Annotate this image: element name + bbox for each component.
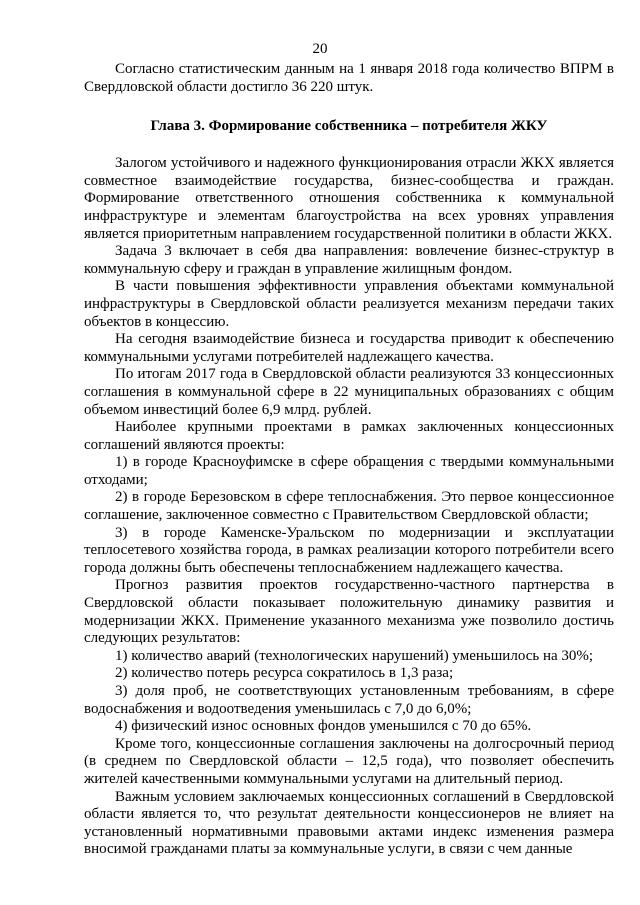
list-item: 1) количество аварий (технологических нарушений) уменьшилось на 30%; bbox=[115, 647, 594, 664]
document-body bbox=[84, 61, 614, 859]
list-item: 4) физический износ основных фондов уменьшился с 70 до 65%. bbox=[115, 718, 532, 735]
paragraph: Кроме того, концессионные соглашения заключены на долгосрочный период (в среднем по Свердловской области – 12,5 года), что позволяет обеспечить жителей качественными коммунальными услугами на длительный период. bbox=[84, 735, 614, 787]
paragraph: Залогом устойчивого и надежного функционирования отрасли ЖКХ является совместное взаимодействие государства, бизнес-сообщества и граждан. Формирование ответственного отношения собственника к коммунальной инфраструктуре и элементам благоустройства на всех уровнях управления является приоритетным направлением государственной политики в области ЖКХ. bbox=[84, 155, 614, 242]
list-item: 1) в городе Красноуфимске в сфере обращения с твердыми коммунальными отходами; bbox=[84, 454, 614, 488]
paragraph: На сегодня взаимодействие бизнеса и государства приводит к обеспечению коммунальными услугами потребителей надлежащего качества. bbox=[84, 331, 614, 365]
paragraph: В части повышения эффективности управления объектами коммунальной инфраструктуры в Свердловской области реализуется механизм передачи таких объектов в концессию. bbox=[84, 278, 614, 330]
paragraph: По итогам 2017 года в Свердловской области реализуются 33 концессионных соглашения в коммунальной сфере в 22 муниципальных образованиях с общим объемом инвестиций более 6,9 млрд. рублей. bbox=[84, 366, 614, 418]
paragraph: Важным условием заключаемых концессионных соглашений в Свердловской области является то, что результат деятельности концессионеров не влияет на установленный нормативными правовыми актами индекс изменения размера вносимой гражданами платы за коммунальные услуги, в связи с чем данные bbox=[84, 788, 614, 858]
page-number: 20 bbox=[312, 41, 328, 57]
list-item: 2) количество потерь ресурса сократилось в 1,3 раза; bbox=[115, 665, 454, 682]
intro-paragraph: Согласно статистическим данным на 1 января 2018 года количество ВПРМ в Свердловской области достигло 36 220 штук. bbox=[84, 61, 614, 95]
chapter-title: Глава 3. Формирование собственника – потребителя ЖКУ bbox=[150, 118, 548, 135]
paragraph: Наиболее крупными проектами в рамках заключенных концессионных соглашений являются проекты: bbox=[84, 419, 614, 453]
paragraph: Задача 3 включает в себя два направления: вовлечение бизнес-структур в коммунальную сферу и граждан в управление жилищным фондом. bbox=[84, 243, 614, 277]
paragraph: Прогноз развития проектов государственно-частного партнерства в Свердловской области показывает положительную динамику развития и модернизации ЖКХ. Применение указанного механизма уже позволило достичь следующих результатов: bbox=[84, 577, 614, 647]
list-item: 3) доля проб, не соответствующих установленным требованиям, в сфере водоснабжения и водоотведения уменьшилась с 7,0 до 6,0%; bbox=[84, 683, 614, 717]
list-item: 2) в городе Березовском в сфере теплоснабжения. Это первое концессионное соглашение, заключенное совместно с Правительством Свердловской области; bbox=[84, 489, 614, 524]
list-item: 3) в городе Каменске-Уральском по модернизации и эксплуатации теплосетевого хозяйства города, в рамках реализации которого потребители всего города должны быть обеспечены теплоснабжением надлежащего качества. bbox=[84, 524, 614, 576]
